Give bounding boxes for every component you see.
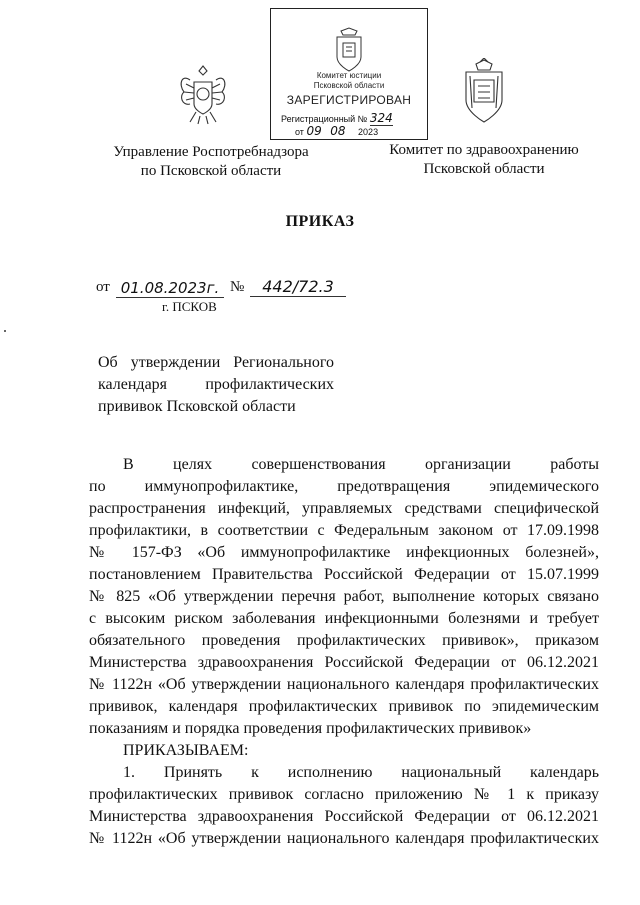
body-line: показаниям и порядка проведения профилактических прививок» [89,720,532,737]
body-line: № 825 «Об утверждении перечня работ, выполнение которых связано [89,588,599,605]
stamp-emblem-icon [329,27,369,73]
org-left-line-1: Управление Роспотребнадзора [113,144,309,160]
body-paragraph [89,454,599,850]
stamp-date-year: 2023 [358,127,379,137]
scan-speck [4,330,6,332]
body-line: прививок, календаря профилактических прививок по эпидемическим [89,698,599,715]
stamp-line-2: Псковской области [313,81,385,90]
stamp-date-day: 09 [306,124,322,138]
order-number-label: № [230,279,245,295]
order-subject [98,352,334,418]
org-left-line-2: по Псковской области [140,163,282,179]
body-line: Министерства здравоохранения Российской Федерации от 06.12.2021 [89,654,599,671]
body-line: по иммунопрофилактике, предотвращения эпидемического [89,478,599,495]
left-coat-of-arms-icon [176,62,230,126]
stamp-line-1: Комитет юстиции [316,71,382,80]
subject-line-2: календаря профилактических [98,376,334,393]
org-left [96,143,326,181]
order-from-label: от [96,279,110,295]
registration-stamp [270,8,428,140]
subject-line-3: прививок Псковской области [98,398,296,415]
stamp-date-label: от [295,127,304,137]
order-number: 442/72.3 [250,277,346,297]
document-title: ПРИКАЗ [285,213,355,230]
item-line: Министерства здравоохранения Российской Федерации от 06.12.2021 [89,808,599,825]
body-line: распространения инфекций, управляемых средствами специфической [89,500,599,517]
body-line: обязательного проведения профилактических прививок», приказом [89,632,599,649]
item-line: профилактических прививок согласно приложению № 1 к приказу [89,786,599,803]
org-right-line-2: Псковской области [423,161,545,177]
org-right [366,141,602,179]
order-city: г. ПСКОВ [162,299,217,314]
right-coat-of-arms-icon [458,58,510,126]
stamp-reg-label: Регистрационный № [281,114,368,124]
body-line: В целях совершенствования организации работы [123,456,599,473]
stamp-date-month: 08 [330,124,346,138]
stamp-reg-number: 324 [369,111,393,125]
body-line: с высоким риском заболевания инфекционными болезнями и требует [89,610,599,627]
item-line: № 1122н «Об утверждении национального календаря профилактических [89,830,599,847]
body-line: № 1122н «Об утверждении национального календаря профилактических [89,676,599,693]
body-line: № 157-ФЗ «Об иммунопрофилактике инфекционных болезней», [89,544,599,561]
stamp-reg-row [281,111,393,125]
subject-line-1: Об утверждении Регионального [98,354,334,371]
stamp-date-row [295,124,378,138]
order-date: 01.08.2023г. [116,279,224,298]
body-line: профилактики, в соответствии с Федеральным законом от 17.09.1998 [89,522,599,539]
body-line: постановлением Правительства Российской Федерации от 15.07.1999 [89,566,599,583]
stamp-status: ЗАРЕГИСТРИРОВАН [286,93,412,107]
org-right-line-1: Комитет по здравоохранению [389,142,579,158]
decree-line: ПРИКАЗЫВАЕМ: [123,742,249,759]
item-line: 1. Принять к исполнению национальный календарь [123,764,599,781]
